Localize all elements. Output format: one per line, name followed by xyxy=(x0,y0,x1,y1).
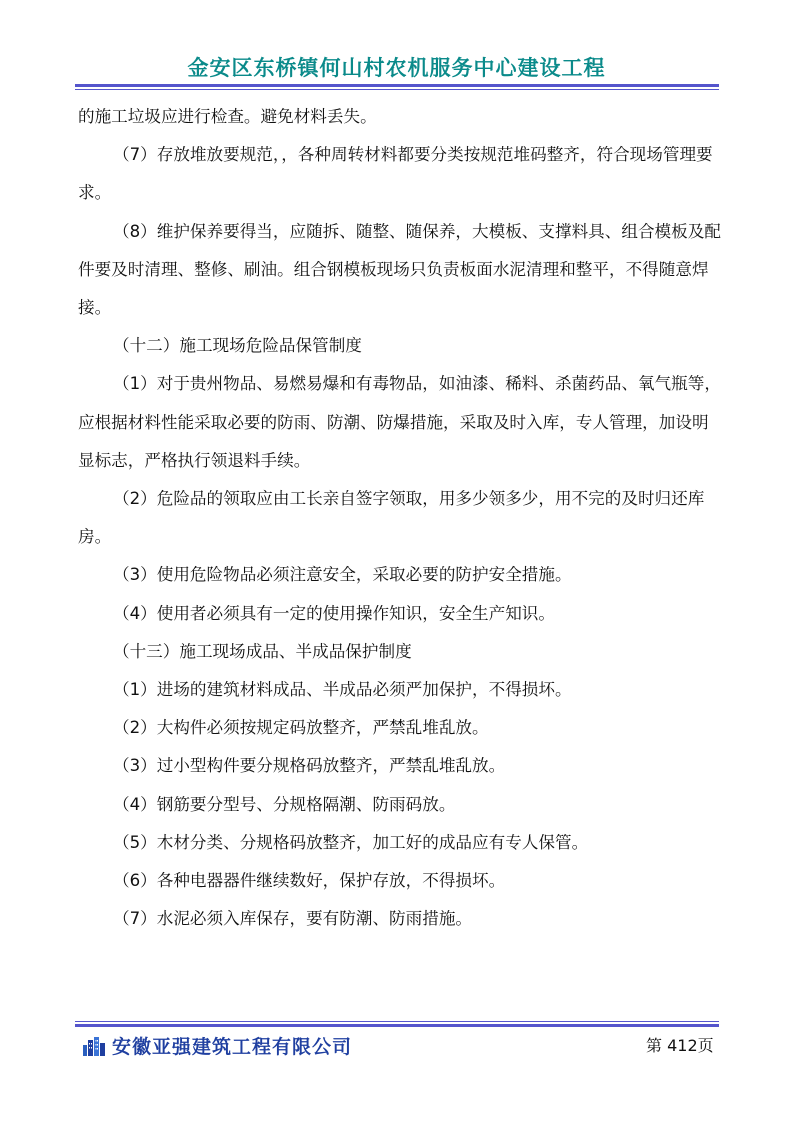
paragraph: （3）使用危险物品必须注意安全，采取必要的防护安全措施。 xyxy=(113,565,572,585)
document-body xyxy=(78,98,721,938)
paragraph: （2）危险品的领取应由工长亲自签字领取，用多少领多少，用不完的及时归还库房。 xyxy=(78,489,705,547)
paragraph: （6）各种电器器件继续数好，保护存放，不得损坏。 xyxy=(113,871,506,891)
paragraph: （3）过小型构件要分规格码放整齐，严禁乱堆乱放。 xyxy=(113,756,506,776)
footer-company xyxy=(82,1032,352,1059)
page-header-title: 金安区东桥镇何山村农机服务中心建设工程 xyxy=(187,56,606,80)
footer-company-name: 安徽亚强建筑工程有限公司 xyxy=(112,1036,353,1058)
building-logo-icon xyxy=(82,1036,106,1056)
paragraph: 的施工垃圾应进行检查。避免材料丢失。 xyxy=(78,107,377,126)
paragraph: （7）存放堆放要规范，，各种周转材料都要分类按规范堆码整齐，符合现场管理要求。 xyxy=(78,145,713,203)
paragraph: （5）木材分类、分规格码放整齐，加工好的成品应有专人保管。 xyxy=(113,832,589,852)
paragraph: （十三）施工现场成品、半成品保护制度 xyxy=(113,641,412,661)
paragraph: （4）钢筋要分型号、分规格隔潮、防雨码放。 xyxy=(113,794,456,814)
paragraph: （8）维护保养要得当，应随拆、随整、随保养，大模板、支撑料具、组合模板及配件要及时清理、整修、刷油。组合钢模板现场只负责板面水泥清理和整平，不得随意焊接。 xyxy=(78,221,721,318)
paragraph: （2）大构件必须按规定码放整齐，严禁乱堆乱放。 xyxy=(113,718,489,738)
paragraph: （4）使用者必须具有一定的使用操作知识，安全生产知识。 xyxy=(113,603,555,623)
paragraph: （1）进场的建筑材料成品、半成品必须严加保护，不得损坏。 xyxy=(113,680,572,700)
header-rule-thin xyxy=(75,89,719,90)
paragraph: （1）对于贵州物品、易燃易爆和有毒物品，如油漆、稀料、杀菌药品、氧气瓶等，应根据材料性能采取必要的防雨、防潮、防爆措施，采取及时入库，专人管理，加设明显标志，严格执行领退料手续。 xyxy=(78,374,721,470)
footer-rule-thick xyxy=(75,1024,719,1027)
header-rule-thick xyxy=(75,84,719,87)
page-number: 第 412页 xyxy=(646,1036,714,1055)
footer-rule-thin xyxy=(75,1021,719,1022)
paragraph: （十二）施工现场危险品保管制度 xyxy=(113,336,362,356)
paragraph: （7）水泥必须入库保存，要有防潮、防雨措施。 xyxy=(113,909,473,929)
